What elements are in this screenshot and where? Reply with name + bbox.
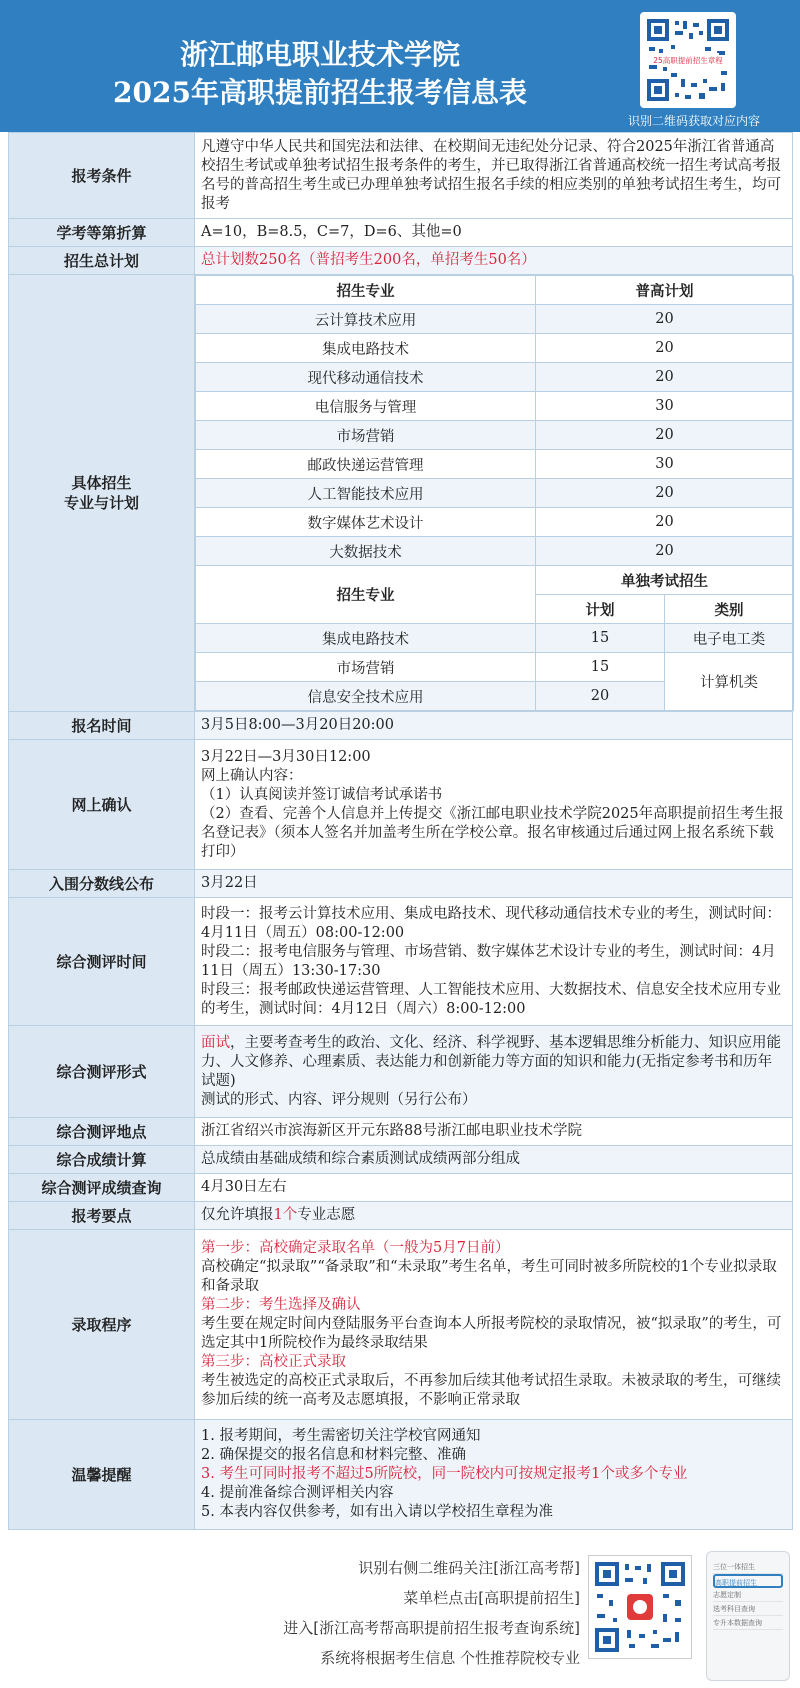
value-test-time xyxy=(195,898,793,1026)
major-name: 人工智能技术应用 xyxy=(196,479,536,508)
table-row xyxy=(196,305,794,334)
major-name: 大数据技术 xyxy=(196,537,536,566)
label-admission: 录取程序 xyxy=(9,1230,195,1420)
value-score-calc: 总成绩由基础成绩和综合素质测试成绩两部分组成 xyxy=(195,1146,793,1174)
major-name: 集成电路技术 xyxy=(196,334,536,363)
major-plan: 30 xyxy=(536,392,794,421)
label-majors-line1: 具体招生 xyxy=(71,474,132,492)
header-banner xyxy=(0,0,800,132)
label-conditions: 报考条件 xyxy=(9,133,195,219)
step-text: 高校确定“拟录取”“备录取”和“未录取”考生名单，考生可同时被多所院校的1个专业拟录取和备录取 xyxy=(201,1259,777,1294)
footer-line: 识别右侧二维码关注[浙江高考帮] xyxy=(358,1559,580,1577)
value-admission xyxy=(195,1230,793,1420)
major-name: 云计算技术应用 xyxy=(196,305,536,334)
label-test-place: 综合测评地点 xyxy=(9,1118,195,1146)
row-reminders xyxy=(9,1420,793,1530)
confirm-line: 3月22日—3月30日12:00 xyxy=(201,748,371,765)
puzhao-header-plan: 普高计划 xyxy=(536,276,794,305)
label-score-query: 综合测评成绩查询 xyxy=(9,1174,195,1202)
value-key-points xyxy=(195,1202,793,1230)
label-online-confirm: 网上确认 xyxy=(9,740,195,870)
row-signup-time xyxy=(9,712,793,740)
row-key-points xyxy=(9,1202,793,1230)
value-cutoff: 3月22日 xyxy=(195,870,793,898)
key-points-pre: 仅允许填报 xyxy=(201,1207,274,1223)
puzhao-header-major: 招生专业 xyxy=(196,276,536,305)
step-text: 考生被选定的高校正式录取后，不再参加后续其他考试招生录取。未被录取的考生，可继续参加后续的统一高考及志愿填报，不影响正常录取 xyxy=(201,1373,781,1408)
major-plan: 20 xyxy=(536,421,794,450)
value-total-plan: 总计划数250名（普招考生200名，单招考生50名） xyxy=(195,247,793,275)
test-session: 时段二：报考电信服务与管理、市场营销、数字媒体艺术设计专业的考生，测试时间：4月11日（周五）13:30-17:30 xyxy=(201,943,776,979)
major-plan: 20 xyxy=(536,508,794,537)
reminder-item: 4. 提前准备综合测评相关内容 xyxy=(201,1485,394,1501)
row-total-plan xyxy=(9,247,793,275)
step-title: 第二步：考生选择及确认 xyxy=(201,1297,361,1313)
label-key-points: 报考要点 xyxy=(9,1202,195,1230)
value-signup-time: 3月5日8:00—3月20日20:00 xyxy=(195,712,793,740)
major-name: 信息安全技术应用 xyxy=(196,682,536,711)
row-admission xyxy=(9,1230,793,1420)
major-plan: 20 xyxy=(536,479,794,508)
step-text: 考生要在规定时间内登陆服务平台查询本人所报考院校的录取情况，被“拟录取”的考生，可选定其中1所院校作为最终录取结果 xyxy=(201,1316,782,1351)
phone-menu-preview xyxy=(706,1551,790,1681)
value-reminders xyxy=(195,1420,793,1530)
menu-item: 选考科目查询 xyxy=(713,1602,783,1616)
reminder-item: 2. 确保提交的报名信息和材料完整、准确 xyxy=(201,1447,466,1463)
row-online-confirm xyxy=(9,740,793,870)
confirm-line: （1）认真阅读并签订诚信考试承诺书 xyxy=(201,786,443,803)
row-majors xyxy=(9,275,793,712)
major-plan: 20 xyxy=(536,537,794,566)
major-name: 数字媒体艺术设计 xyxy=(196,508,536,537)
major-category: 计算机类 xyxy=(665,653,794,711)
footer-qr-code-icon[interactable] xyxy=(588,1555,692,1659)
value-test-place: 浙江省绍兴市滨海新区开元东路88号浙江邮电职业技术学院 xyxy=(195,1118,793,1146)
majors-subtable-cell xyxy=(195,275,793,712)
footer-line: 系统将根据考生信息 个性推荐院校专业 xyxy=(320,1649,580,1667)
major-name: 现代移动通信技术 xyxy=(196,363,536,392)
key-points-num: 1个 xyxy=(273,1207,298,1223)
value-test-form xyxy=(195,1026,793,1118)
label-total-plan: 招生总计划 xyxy=(9,247,195,275)
danzhao-header-major: 招生专业 xyxy=(196,566,536,624)
test-form-text2: 测试的形式、内容、评分规则（另行公布） xyxy=(201,1091,477,1108)
confirm-line: 网上确认内容： xyxy=(201,767,303,784)
label-reminders: 温馨提醒 xyxy=(9,1420,195,1530)
major-category: 电子电工类 xyxy=(665,624,794,653)
table-row xyxy=(196,392,794,421)
footer xyxy=(0,1545,800,1688)
reminder-item: 1. 报考期间，考生需密切关注学校官网通知 xyxy=(201,1428,481,1444)
danzhao-header-group: 单独考试招生 xyxy=(536,566,794,595)
reminder-item: 3. 考生可同时报考不超过5所院校，同一院校内可按规定报考1个或多个专业 xyxy=(201,1466,688,1482)
title-line-1: 浙江邮电职业技术学院 xyxy=(179,38,460,71)
row-conditions xyxy=(9,133,793,219)
title-line-2: 2025年高职提前招生报考信息表 xyxy=(113,76,527,109)
label-majors-line2: 专业与计划 xyxy=(63,494,139,512)
label-test-form: 综合测评形式 xyxy=(9,1026,195,1118)
value-online-confirm xyxy=(195,740,793,870)
menu-item: 专升本数据查询 xyxy=(713,1616,783,1630)
major-name: 电信服务与管理 xyxy=(196,392,536,421)
label-cutoff: 入围分数线公布 xyxy=(9,870,195,898)
step-title: 第一步：高校确定录取名单（一般为5月7日前） xyxy=(201,1240,510,1256)
table-row xyxy=(196,363,794,392)
step-title: 第三步：高校正式录取 xyxy=(201,1354,346,1370)
row-test-place xyxy=(9,1118,793,1146)
label-score-calc: 综合成绩计算 xyxy=(9,1146,195,1174)
table-row xyxy=(196,508,794,537)
value-grade-conversion: A=10，B=8.5，C=7，D=6、其他=0 xyxy=(195,219,793,247)
confirm-line: （2）查看、完善个人信息并上传提交《浙江邮电职业技术学院2025年高职提前招生考生报名登记表》（须本人签名并加盖考生所在学校公章。报名审核通过后通过网上报名系统下载打印） xyxy=(201,805,784,860)
value-score-query: 4月30日左右 xyxy=(195,1174,793,1202)
label-test-time: 综合测评时间 xyxy=(9,898,195,1026)
row-test-form xyxy=(9,1026,793,1118)
test-form-highlight: 面试 xyxy=(201,1034,230,1051)
table-row xyxy=(196,653,794,682)
value-conditions: 凡遵守中华人民共和国宪法和法律、在校期间无违纪处分记录、符合2025年浙江省普通高校招生考试或单独考试招生报考条件的考生，并已取得浙江省普通高校统一招生考试高考报名号的普高招生考生或已办理单独考试招生报名手续的相应类别的单独考试招生考生，均可报考 xyxy=(195,133,793,219)
test-session: 时段三：报考邮政快递运营管理、人工智能技术应用、大数据技术、信息安全技术应用专业的考生，测试时间：4月12日（周六）8:00-12:00 xyxy=(201,981,781,1017)
major-plan: 30 xyxy=(536,450,794,479)
major-name: 集成电路技术 xyxy=(196,624,536,653)
danzhao-header-category: 类别 xyxy=(665,595,794,624)
row-test-time xyxy=(9,898,793,1026)
major-name: 邮政快递运营管理 xyxy=(196,450,536,479)
major-plan: 20 xyxy=(536,305,794,334)
major-plan: 20 xyxy=(536,363,794,392)
row-cutoff xyxy=(9,870,793,898)
table-row xyxy=(196,479,794,508)
table-row xyxy=(196,334,794,363)
key-points-post: 专业志愿 xyxy=(297,1207,356,1223)
qr-caption: 识别二维码获取对应内容 xyxy=(627,114,760,128)
test-form-text: ，主要考查考生的政治、文化、经济、科学视野、基本逻辑思维分析能力、知识应用能力、人文修养、心理素质、表达能力和创新能力等方面的知识和能力(无指定参考书和历年试题) xyxy=(201,1034,781,1089)
info-table xyxy=(8,132,793,1530)
menu-item-highlighted: 高职提前招生 xyxy=(713,1574,783,1588)
footer-line: 菜单栏点击[高职提前招生] xyxy=(403,1589,580,1607)
table-row xyxy=(196,421,794,450)
majors-subtable xyxy=(195,275,794,711)
footer-instructions xyxy=(250,1553,580,1673)
label-signup-time: 报名时间 xyxy=(9,712,195,740)
label-majors xyxy=(9,275,195,712)
major-name: 市场营销 xyxy=(196,421,536,450)
table-row xyxy=(196,537,794,566)
menu-item: 志愿定制 xyxy=(713,1588,783,1602)
qr-label: 25高职提前招生章程 xyxy=(653,56,723,65)
row-score-query xyxy=(9,1174,793,1202)
danzhao-header-plan: 计划 xyxy=(536,595,665,624)
page-title xyxy=(40,36,600,112)
table-row xyxy=(196,450,794,479)
reminder-item: 5. 本表内容仅供参考，如有出入请以学校招生章程为准 xyxy=(201,1504,553,1520)
major-name: 市场营销 xyxy=(196,653,536,682)
row-grade-conversion xyxy=(9,219,793,247)
table-row xyxy=(196,624,794,653)
menu-item: 三位一体招生 xyxy=(713,1560,783,1574)
footer-line: 进入[浙江高考帮高职提前招生报考查询系统] xyxy=(283,1619,580,1637)
qr-code-icon[interactable] xyxy=(640,12,736,108)
major-plan: 15 xyxy=(536,624,665,653)
major-plan: 20 xyxy=(536,682,665,711)
label-grade-conversion: 学考等第折算 xyxy=(9,219,195,247)
major-plan: 20 xyxy=(536,334,794,363)
row-score-calc xyxy=(9,1146,793,1174)
test-session: 时段一：报考云计算技术应用、集成电路技术、现代移动通信技术专业的考生，测试时间：4月11日（周五）08:00-12:00 xyxy=(201,905,781,941)
major-plan: 15 xyxy=(536,653,665,682)
